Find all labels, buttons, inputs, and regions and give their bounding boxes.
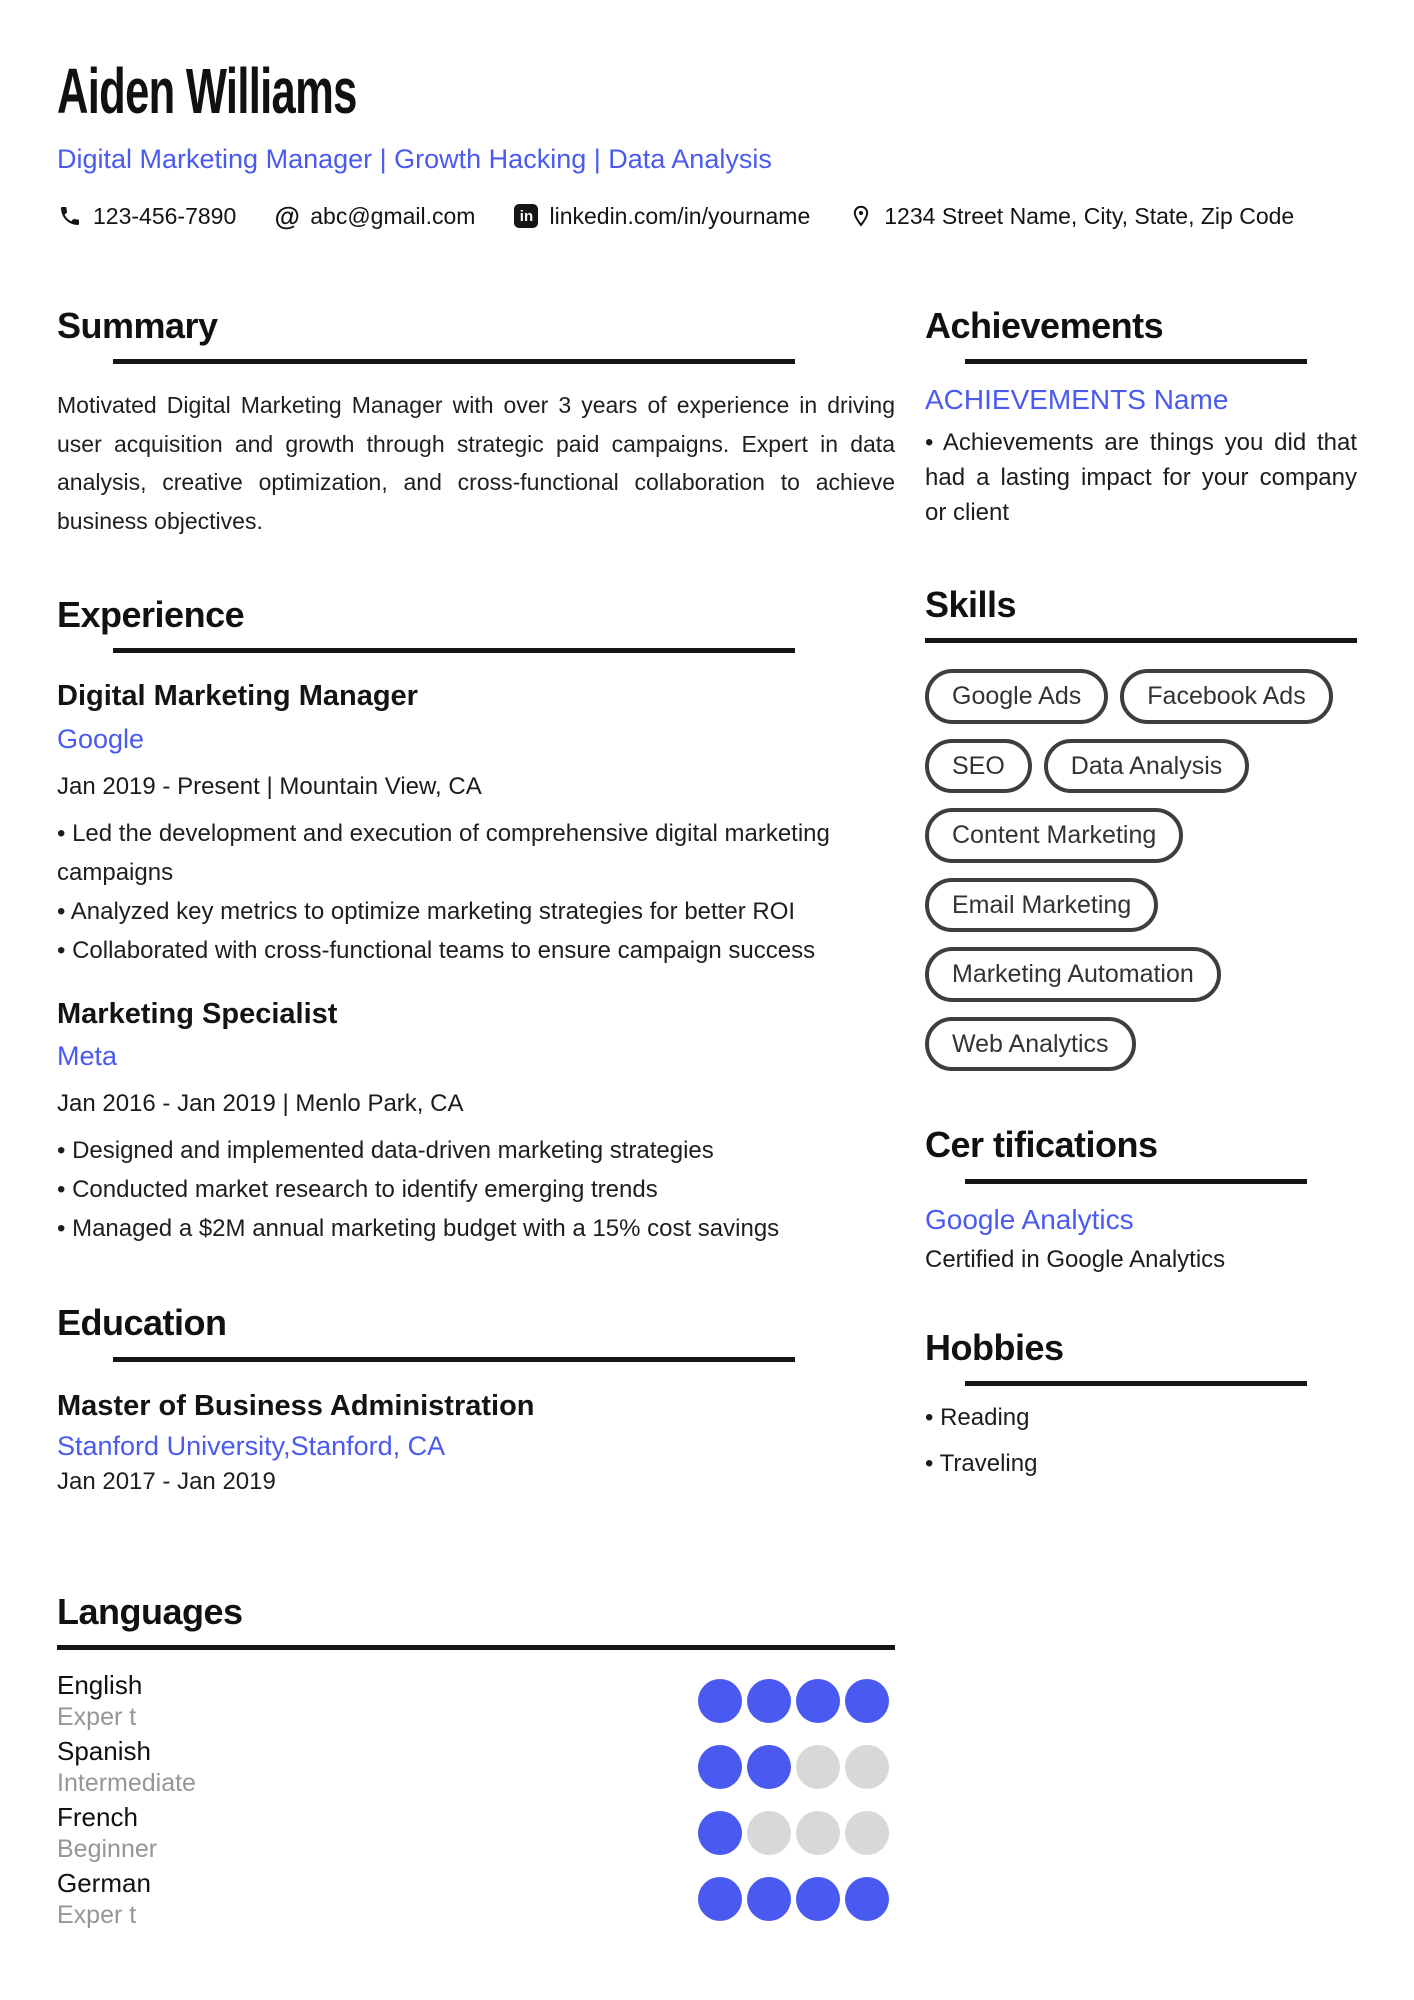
dot-filled	[747, 1877, 791, 1921]
education-section	[57, 1303, 895, 1496]
location-icon	[848, 203, 874, 229]
section-divider	[57, 1645, 895, 1650]
skill-pill: Data Analysis	[1044, 739, 1249, 794]
job-dates: Jan 2016 - Jan 2019 | Menlo Park, CA	[57, 1090, 464, 1118]
language-level: Intermediate	[57, 1768, 196, 1797]
languages-section	[57, 1592, 895, 1933]
skill-pill: Marketing Automation	[925, 947, 1221, 1002]
bullet-item: • Designed and implemented data-driven marketing strategies	[57, 1137, 714, 1165]
language-row	[57, 1668, 895, 1734]
certification-link[interactable]: Google Analytics	[925, 1203, 1134, 1235]
dot-filled	[698, 1679, 742, 1723]
company-link[interactable]: Google	[57, 724, 145, 755]
language-row	[57, 1866, 895, 1932]
section-divider	[965, 1381, 1307, 1386]
summary-text: Motivated Digital Marketing Manager with over 3 years of experience in driving user acquisition and growth through strategic paid campaigns. Expert in data analysis, creative optimization, and cross-functional collaboration to achieve business objectives.	[57, 392, 895, 535]
person-name: Aiden Williams	[57, 55, 357, 127]
hobbies-section	[925, 1328, 1357, 1479]
bullet-item: • Collaborated with cross-functional teams to ensure campaign success	[57, 936, 816, 964]
job-bullets	[57, 1132, 895, 1249]
resume-header	[57, 55, 1357, 232]
section-divider	[113, 1357, 795, 1362]
contact-linkedin[interactable]	[513, 203, 810, 230]
experience-heading: Experience	[57, 593, 245, 635]
skills-section	[925, 585, 1357, 1072]
experience-entry	[57, 997, 895, 1249]
section-divider	[925, 638, 1357, 643]
section-divider	[113, 648, 795, 653]
bullet-item: • Led the development and execution of comprehensive digital marketing campaigns	[57, 820, 830, 886]
proficiency-dots	[698, 1811, 889, 1855]
contact-text: linkedin.com/in/yourname	[549, 202, 811, 229]
certifications-section	[925, 1125, 1357, 1274]
content-columns	[57, 306, 1357, 1987]
language-name: German	[57, 1868, 151, 1899]
skill-pill: Email Marketing	[925, 878, 1158, 933]
linkedin-icon: in	[513, 203, 539, 229]
language-name: Spanish	[57, 1736, 151, 1767]
education-heading: Education	[57, 1301, 227, 1343]
hobby-item: • Traveling	[925, 1450, 1038, 1478]
job-title: Digital Marketing Manager	[57, 680, 418, 713]
dot-filled	[747, 1679, 791, 1723]
bullet-item: • Managed a $2M annual marketing budget with a 15% cost savings	[57, 1215, 780, 1243]
dot-filled	[698, 1745, 742, 1789]
contact-text: 1234 Street Name, City, State, Zip Code	[884, 202, 1295, 229]
hobbies-heading: Hobbies	[925, 1326, 1064, 1368]
dot-empty	[796, 1745, 840, 1789]
summary-heading: Summary	[57, 304, 218, 346]
achievement-name-link[interactable]: ACHIEVEMENTS Name	[925, 384, 1229, 416]
skill-pill: Content Marketing	[925, 808, 1183, 863]
skill-pills	[925, 669, 1357, 1071]
dot-empty	[845, 1811, 889, 1855]
job-title: Marketing Specialist	[57, 997, 338, 1030]
dot-filled	[796, 1679, 840, 1723]
skill-pill: Google Ads	[925, 669, 1108, 724]
degree-title: Master of Business Administration	[57, 1389, 535, 1422]
dot-filled	[796, 1877, 840, 1921]
language-name: English	[57, 1670, 143, 1701]
right-column	[925, 306, 1357, 1987]
achievement-text: • Achievements are things you did that had a lasting impact for your company or client	[925, 429, 1357, 526]
certification-detail: Certified in Google Analytics	[925, 1245, 1226, 1273]
skill-pill: Facebook Ads	[1120, 669, 1332, 724]
headline: Digital Marketing Manager | Growth Hacking | Data Analysis	[57, 144, 772, 175]
section-divider	[965, 359, 1307, 364]
left-column	[57, 306, 895, 1987]
dot-filled	[747, 1745, 791, 1789]
experience-entry	[57, 679, 895, 970]
contact-email[interactable]	[274, 203, 475, 230]
achievements-heading: Achievements	[925, 304, 1164, 346]
summary-section	[57, 306, 895, 541]
contact-phone[interactable]	[57, 203, 236, 230]
language-rows	[57, 1668, 895, 1932]
job-bullets	[57, 815, 895, 971]
dot-filled	[845, 1877, 889, 1921]
experience-section	[57, 595, 895, 1249]
job-dates: Jan 2019 - Present | Mountain View, CA	[57, 773, 482, 801]
email-icon: @	[274, 201, 300, 232]
contact-row	[57, 203, 1357, 230]
dot-filled	[845, 1679, 889, 1723]
language-name: French	[57, 1802, 138, 1833]
skill-pill: SEO	[925, 739, 1032, 794]
dot-empty	[845, 1745, 889, 1789]
dot-filled	[698, 1811, 742, 1855]
contact-text: abc@gmail.com	[310, 202, 476, 229]
contact-text: 123-456-7890	[93, 202, 237, 229]
section-divider	[113, 359, 795, 364]
certifications-heading: Cer tifications	[925, 1124, 1158, 1166]
language-row	[57, 1734, 895, 1800]
language-label	[57, 1735, 196, 1799]
language-row	[57, 1800, 895, 1866]
contact-location[interactable]	[848, 203, 1294, 230]
language-label	[57, 1867, 151, 1931]
bullet-item: • Conducted market research to identify emerging trends	[57, 1176, 658, 1204]
skills-heading: Skills	[925, 583, 1017, 625]
company-link[interactable]: Meta	[57, 1041, 118, 1072]
phone-icon	[57, 203, 83, 229]
languages-heading: Languages	[57, 1590, 243, 1632]
skill-pill: Web Analytics	[925, 1017, 1136, 1072]
dot-filled	[698, 1877, 742, 1921]
language-label	[57, 1801, 157, 1865]
dot-empty	[796, 1811, 840, 1855]
hobby-list	[925, 1404, 1357, 1478]
language-level: Beginner	[57, 1834, 158, 1863]
bullet-item: • Analyzed key metrics to optimize marketing strategies for better ROI	[57, 897, 796, 925]
proficiency-dots	[698, 1679, 889, 1723]
proficiency-dots	[698, 1877, 889, 1921]
achievements-section	[925, 306, 1357, 531]
proficiency-dots	[698, 1745, 889, 1789]
school-link[interactable]: Stanford University,Stanford, CA	[57, 1430, 446, 1461]
language-label	[57, 1669, 142, 1733]
language-level: Exper t	[57, 1702, 137, 1731]
dot-empty	[747, 1811, 791, 1855]
section-divider	[965, 1179, 1307, 1184]
experience-entries	[57, 679, 895, 1249]
hobby-item: • Reading	[925, 1404, 1030, 1432]
language-level: Exper t	[57, 1900, 137, 1929]
education-dates: Jan 2017 - Jan 2019	[57, 1467, 276, 1495]
